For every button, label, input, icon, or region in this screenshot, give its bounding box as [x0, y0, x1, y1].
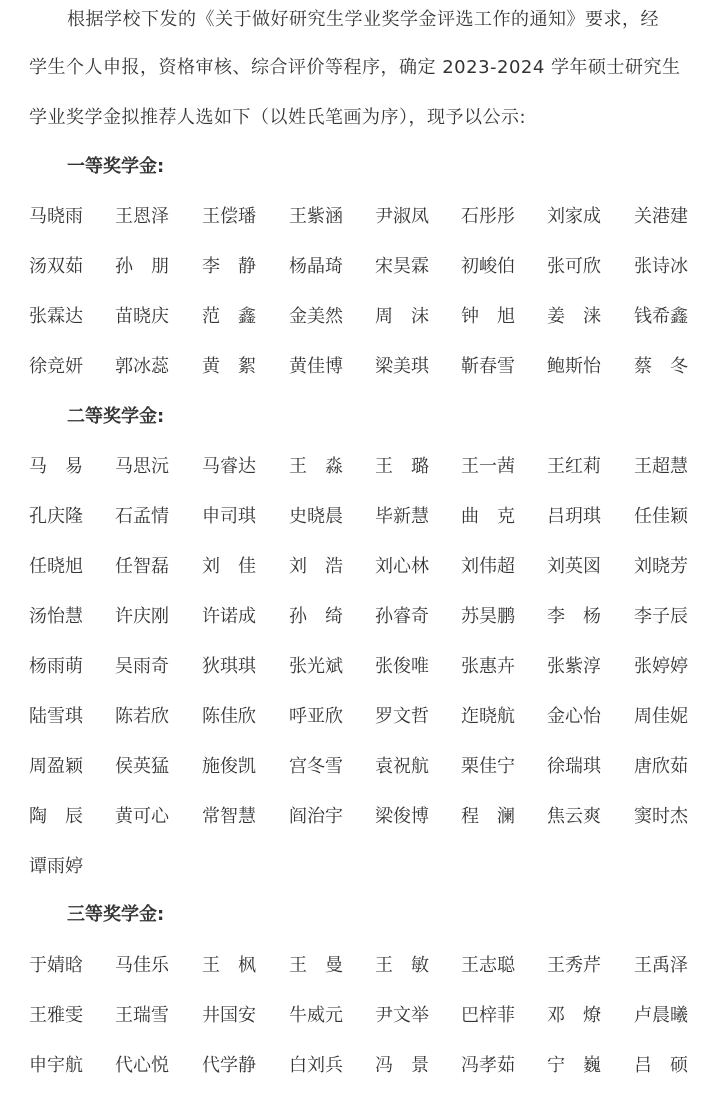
- recipient-name: 井国安: [202, 1005, 256, 1026]
- recipient-name: 侯英猛: [115, 756, 169, 777]
- recipient-name: 马 易: [29, 456, 83, 477]
- recipient-name: 王秀芹: [547, 955, 601, 976]
- recipient-name: 毕新慧: [375, 506, 429, 527]
- recipient-name: 申司琪: [202, 506, 256, 527]
- recipient-name: 冯 景: [375, 1055, 429, 1076]
- recipient-name: 张俊唯: [375, 656, 429, 677]
- section-title: 一等奖学金:: [67, 156, 165, 177]
- recipient-name: 王 敏: [375, 955, 429, 976]
- recipient-name: 郭冰蕊: [115, 356, 169, 377]
- recipient-name: 李 静: [202, 256, 256, 277]
- recipient-name: 王雅雯: [29, 1005, 83, 1026]
- recipient-name: 迮晓航: [461, 706, 515, 727]
- recipient-name: 王 枫: [202, 955, 256, 976]
- recipient-name: 代心悦: [115, 1055, 169, 1076]
- recipient-name: 刘英図: [547, 556, 601, 577]
- recipient-name: 刘 佳: [202, 556, 256, 577]
- recipient-name: 马佳乐: [115, 955, 169, 976]
- recipient-name: 孔庆隆: [29, 506, 83, 527]
- intro-line: 学业奖学金拟推荐人选如下（以姓氏笔画为序），现予以公示:: [29, 107, 527, 128]
- recipient-name: 袁祝航: [375, 756, 429, 777]
- recipient-name: 阎治宇: [289, 806, 343, 827]
- recipient-name: 梁美琪: [375, 356, 429, 377]
- recipient-name: 张婷婷: [634, 656, 688, 677]
- recipient-name: 石孟情: [115, 506, 169, 527]
- name-row: [29, 255, 697, 279]
- recipient-name: 尹淑凤: [375, 206, 429, 227]
- recipient-name: 张紫淳: [547, 656, 601, 677]
- recipient-name: 张可欣: [547, 256, 601, 277]
- recipient-name: 黄可心: [115, 806, 169, 827]
- recipient-name: 宫冬雪: [289, 756, 343, 777]
- recipient-name: 黄佳博: [289, 356, 343, 377]
- recipient-name: 卢晨曦: [634, 1005, 688, 1026]
- recipient-name: 吕 硕: [634, 1055, 688, 1076]
- recipient-name: 尹文举: [375, 1005, 429, 1026]
- recipient-name: 白刘兵: [289, 1055, 343, 1076]
- recipient-name: 周佳妮: [634, 706, 688, 727]
- recipient-name: 张惠卉: [461, 656, 515, 677]
- recipient-name: 王 璐: [375, 456, 429, 477]
- recipient-name: 孙 绮: [289, 606, 343, 627]
- recipient-name: 徐瑞琪: [547, 756, 601, 777]
- recipient-name: 杨晶琦: [289, 256, 343, 277]
- name-row: [29, 505, 697, 529]
- recipient-name: 徐竞妍: [29, 356, 83, 377]
- name-row: [29, 455, 697, 479]
- recipient-name: 刘 浩: [289, 556, 343, 577]
- recipient-name: 苏昊鹏: [461, 606, 515, 627]
- recipient-name: 焦云爽: [547, 806, 601, 827]
- recipient-name: 范 鑫: [202, 306, 256, 327]
- recipient-name: 刘心林: [375, 556, 429, 577]
- recipient-name: 黄 絮: [202, 356, 256, 377]
- recipient-name: 陈佳欣: [202, 706, 256, 727]
- recipient-name: 梁俊博: [375, 806, 429, 827]
- recipient-name: 张光斌: [289, 656, 343, 677]
- recipient-name: 窦时杰: [634, 806, 688, 827]
- recipient-name: 狄琪琪: [202, 656, 256, 677]
- recipient-name: 李 杨: [547, 606, 601, 627]
- name-row: [29, 755, 697, 779]
- recipient-name: 汤双茹: [29, 256, 83, 277]
- name-row: [29, 1004, 697, 1028]
- name-row: [29, 1054, 697, 1078]
- recipient-name: 王禹泽: [634, 955, 688, 976]
- recipient-name: 程 澜: [461, 806, 515, 827]
- recipient-name: 苗晓庆: [115, 306, 169, 327]
- recipient-name: 唐欣茹: [634, 756, 688, 777]
- recipient-name: 于婧晗: [29, 955, 83, 976]
- recipient-name: 金美然: [289, 306, 343, 327]
- recipient-name: 任智磊: [115, 556, 169, 577]
- recipient-name: 任佳颖: [634, 506, 688, 527]
- recipient-name: 陶 辰: [29, 806, 83, 827]
- name-row: [29, 305, 697, 329]
- name-row: [29, 705, 697, 729]
- recipient-name: 钱希鑫: [634, 306, 688, 327]
- recipient-name: 谭雨婷: [29, 856, 83, 877]
- recipient-name: 刘家成: [547, 206, 601, 227]
- recipient-name: 关港建: [634, 206, 688, 227]
- recipient-name: 王瑞雪: [115, 1005, 169, 1026]
- section-title: 二等奖学金:: [67, 406, 165, 427]
- recipient-name: 刘伟超: [461, 556, 515, 577]
- section-title: 三等奖学金:: [67, 904, 165, 925]
- recipient-name: 牛威元: [289, 1005, 343, 1026]
- recipient-name: 栗佳宁: [461, 756, 515, 777]
- recipient-name: 巴梓菲: [461, 1005, 515, 1026]
- recipient-name: 申宇航: [29, 1055, 83, 1076]
- recipient-name: 常智慧: [202, 806, 256, 827]
- recipient-name: 李子辰: [634, 606, 688, 627]
- recipient-name: 王偿璠: [202, 206, 256, 227]
- name-row: [29, 555, 697, 579]
- recipient-name: 王一茜: [461, 456, 515, 477]
- recipient-name: 王 曼: [289, 955, 343, 976]
- name-row: [29, 805, 697, 829]
- recipient-name: 汤怡慧: [29, 606, 83, 627]
- recipient-name: 王红莉: [547, 456, 601, 477]
- recipient-name: 罗文哲: [375, 706, 429, 727]
- recipient-name: 鲍斯怡: [547, 356, 601, 377]
- recipient-name: 马睿达: [202, 456, 256, 477]
- recipient-name: 姜 涞: [547, 306, 601, 327]
- recipient-name: 施俊凯: [202, 756, 256, 777]
- recipient-name: 邓 燎: [547, 1005, 601, 1026]
- recipient-name: 杨雨萌: [29, 656, 83, 677]
- recipient-name: 初峻伯: [461, 256, 515, 277]
- name-row: [29, 655, 697, 679]
- recipient-name: 周 沫: [375, 306, 429, 327]
- name-row: [29, 205, 697, 229]
- recipient-name: 王志聪: [461, 955, 515, 976]
- recipient-name: 许庆刚: [115, 606, 169, 627]
- recipient-name: 陈若欣: [115, 706, 169, 727]
- recipient-name: 石彤彤: [461, 206, 515, 227]
- recipient-name: 孙 朋: [115, 256, 169, 277]
- name-row: [29, 355, 697, 379]
- recipient-name: 靳春雪: [461, 356, 515, 377]
- recipient-name: 张霖达: [29, 306, 83, 327]
- recipient-name: 曲 克: [461, 506, 515, 527]
- recipient-name: 史晓晨: [289, 506, 343, 527]
- recipient-name: 金心怡: [547, 706, 601, 727]
- recipient-name: 许诺成: [202, 606, 256, 627]
- recipient-name: 张诗冰: [634, 256, 688, 277]
- recipient-name: 任晓旭: [29, 556, 83, 577]
- recipient-name: 宋昊霖: [375, 256, 429, 277]
- recipient-name: 周盈颖: [29, 756, 83, 777]
- name-row: [29, 855, 697, 879]
- recipient-name: 孙睿奇: [375, 606, 429, 627]
- recipient-name: 蔡 冬: [634, 356, 688, 377]
- recipient-name: 王紫涵: [289, 206, 343, 227]
- recipient-name: 呼亚欣: [289, 706, 343, 727]
- recipient-name: 王恩泽: [115, 206, 169, 227]
- recipient-name: 吴雨奇: [115, 656, 169, 677]
- recipient-name: 钟 旭: [461, 306, 515, 327]
- recipient-name: 马思沅: [115, 456, 169, 477]
- recipient-name: 宁 巍: [547, 1055, 601, 1076]
- intro-line: 根据学校下发的《关于做好研究生学业奖学金评选工作的通知》要求，经: [67, 9, 659, 30]
- recipient-name: 马晓雨: [29, 206, 83, 227]
- recipient-name: 刘晓芳: [634, 556, 688, 577]
- recipient-name: 冯孝茹: [461, 1055, 515, 1076]
- recipient-name: 代学静: [202, 1055, 256, 1076]
- recipient-name: 吕玥琪: [547, 506, 601, 527]
- name-row: [29, 605, 697, 629]
- intro-line: 学生个人申报，资格审核、综合评价等程序，确定 2023-2024 学年硕士研究生: [29, 57, 681, 78]
- recipient-name: 王 淼: [289, 456, 343, 477]
- recipient-name: 王超慧: [634, 456, 688, 477]
- name-row: [29, 954, 697, 978]
- recipient-name: 陆雪琪: [29, 706, 83, 727]
